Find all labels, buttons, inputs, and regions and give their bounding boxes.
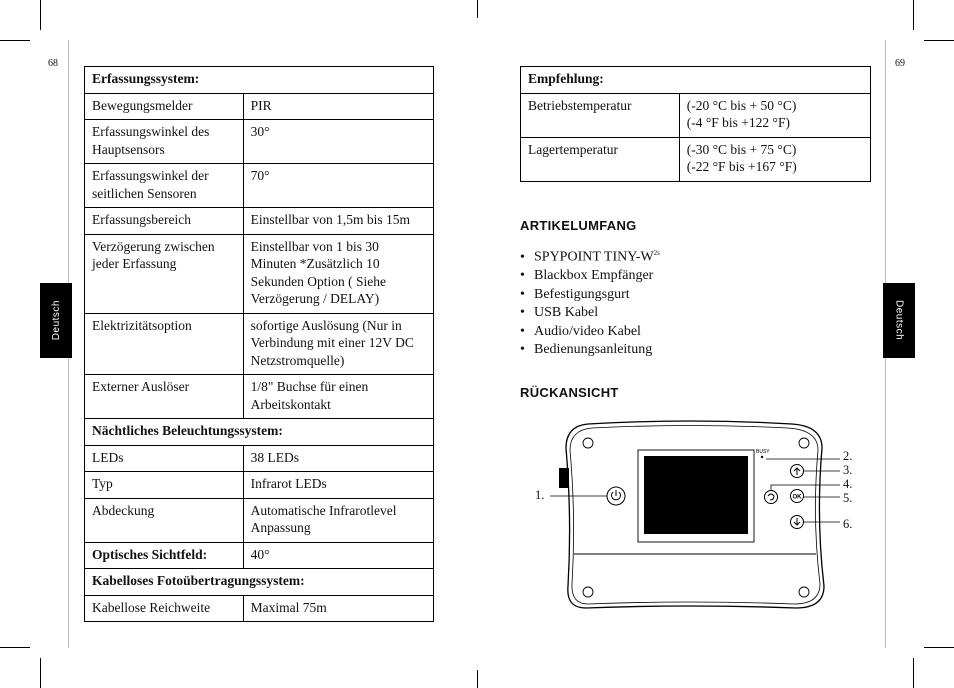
side-tab-label: Deutsch [50, 300, 62, 341]
spec-label: Erfassungsbereich [85, 208, 244, 235]
table-section-header [521, 67, 871, 94]
section-title: Empfehlung: [521, 67, 871, 94]
spec-value: Einstellbar von 1 bis 30 Minuten *Zusätzlich 10 Sekunden Option ( Siehe Verzögerung / DELAY) [243, 234, 433, 313]
spec-value: 38 LEDs [243, 445, 433, 472]
spec-label: Abdeckung [85, 498, 244, 542]
spec-label: Verzögerung zwischen jeder Erfassung [85, 234, 244, 313]
section-title: Kabelloses Fotoübertragungssystem: [85, 569, 434, 596]
table-row [521, 137, 871, 181]
spec-value: PIR [243, 93, 433, 120]
table-row [85, 234, 434, 313]
spec-value: sofortige Auslösung (Nur in Verbindung mit einer 12V DC Netzstromquelle) [243, 313, 433, 375]
section-title: Nächtliches Beleuchtungssystem: [85, 419, 434, 446]
crop-mark [0, 40, 30, 41]
page-number-right: 69 [895, 58, 905, 69]
screw-hole-icon [583, 587, 593, 597]
leader-line [771, 485, 840, 490]
spec-table [84, 66, 434, 622]
spec-label: Typ [85, 472, 244, 499]
section-title: Erfassungssystem: [85, 67, 434, 94]
callout-1: 1. [535, 488, 545, 502]
table-row [85, 313, 434, 375]
spec-label: Erfassungswinkel des Hauptsensors [85, 120, 244, 164]
spec-value: 1/8" Buchse für einen Arbeitskontakt [243, 375, 433, 419]
spec-label: Elektrizitätsoption [85, 313, 244, 375]
spec-value: Einstellbar von 1,5m bis 15m [243, 208, 433, 235]
table-section-header [85, 419, 434, 446]
spec-label: LEDs [85, 445, 244, 472]
crop-mark [913, 658, 914, 688]
list-item [520, 267, 660, 286]
spec-value: Automatische Infrarotlevel Anpassung [243, 498, 433, 542]
crop-mark [0, 647, 30, 648]
table-row [85, 498, 434, 542]
side-tab-right [883, 283, 915, 358]
spec-value: Maximal 75m [243, 595, 433, 622]
value-line: (-30 °C bis + 75 °C) [686, 141, 797, 157]
table-row [85, 595, 434, 622]
table-row [85, 164, 434, 208]
rueckansicht-heading: RÜCKANSICHT [520, 385, 619, 400]
list-item [520, 323, 660, 342]
value-line: (-4 °F bis +122 °F) [686, 115, 790, 130]
table-section-header [85, 67, 434, 94]
table-row [85, 120, 434, 164]
list-item [520, 286, 660, 305]
crop-mark [913, 0, 914, 30]
list-item [520, 304, 660, 323]
value-line: (-22 °F bis +167 °F) [686, 159, 797, 174]
list-item-text: Bedienungsanleitung [534, 342, 653, 358]
crop-mark [477, 670, 478, 688]
spec-label: Kabellose Reichweite [85, 595, 244, 622]
spec-value: 40° [243, 542, 433, 569]
list-item-text: Audio/video Kabel [534, 323, 641, 339]
superscript: 2s [653, 249, 660, 257]
table-row [85, 375, 434, 419]
screw-hole-icon [799, 438, 809, 448]
spec-label: Lagertemperatur [521, 137, 680, 181]
list-item-text: SPYPOINT TINY-W [534, 249, 654, 265]
crop-mark [40, 658, 41, 688]
device-back-diagram [530, 418, 860, 618]
list-item [520, 341, 660, 360]
callout-2: 2. [843, 449, 853, 463]
ok-label: OK [792, 494, 802, 501]
spec-value: 70° [243, 164, 433, 208]
side-latch [559, 468, 569, 488]
callout-3: 3. [843, 463, 853, 477]
screen [644, 456, 748, 534]
recommendation-table [520, 66, 871, 182]
list-item-text: USB Kabel [534, 305, 599, 321]
page-number-left: 68 [48, 58, 58, 69]
section-title: Optisches Sichtfeld: [85, 542, 244, 569]
back-button-icon [765, 491, 778, 504]
screw-hole-icon [583, 438, 593, 448]
spec-label: Bewegungsmelder [85, 93, 244, 120]
spec-label: Erfassungswinkel der seitlichen Sensoren [85, 164, 244, 208]
crop-mark [477, 0, 478, 18]
spec-label: Externer Auslöser [85, 375, 244, 419]
table-row [85, 472, 434, 499]
spec-label: Betriebstemperatur [521, 93, 680, 137]
table-row [521, 93, 871, 137]
spec-value [679, 137, 870, 181]
callout-5: 5. [843, 491, 853, 505]
side-tab-label: Deutsch [893, 300, 905, 341]
table-row [85, 93, 434, 120]
crop-mark [924, 647, 954, 648]
callout-4: 4. [843, 477, 853, 491]
busy-led [761, 456, 763, 458]
value-line: (-20 °C bis + 50 °C) [686, 97, 797, 113]
callout-6: 6. [843, 517, 853, 531]
spec-value [679, 93, 870, 137]
spec-value: Infrarot LEDs [243, 472, 433, 499]
busy-label: BUSY [756, 449, 770, 455]
spec-value: 30° [243, 120, 433, 164]
table-row [85, 542, 434, 569]
table-row [85, 208, 434, 235]
table-row [85, 445, 434, 472]
contents-list [520, 244, 660, 360]
side-tab-left [40, 283, 72, 358]
table-section-header [85, 569, 434, 596]
list-item [520, 244, 660, 267]
screw-hole-icon [799, 587, 809, 597]
list-item-text: Befestigungsgurt [534, 286, 630, 302]
crop-mark [40, 0, 41, 30]
artikelumfang-heading: ARTIKELUMFANG [520, 218, 637, 233]
list-item-text: Blackbox Empfänger [534, 268, 654, 284]
crop-mark [924, 40, 954, 41]
